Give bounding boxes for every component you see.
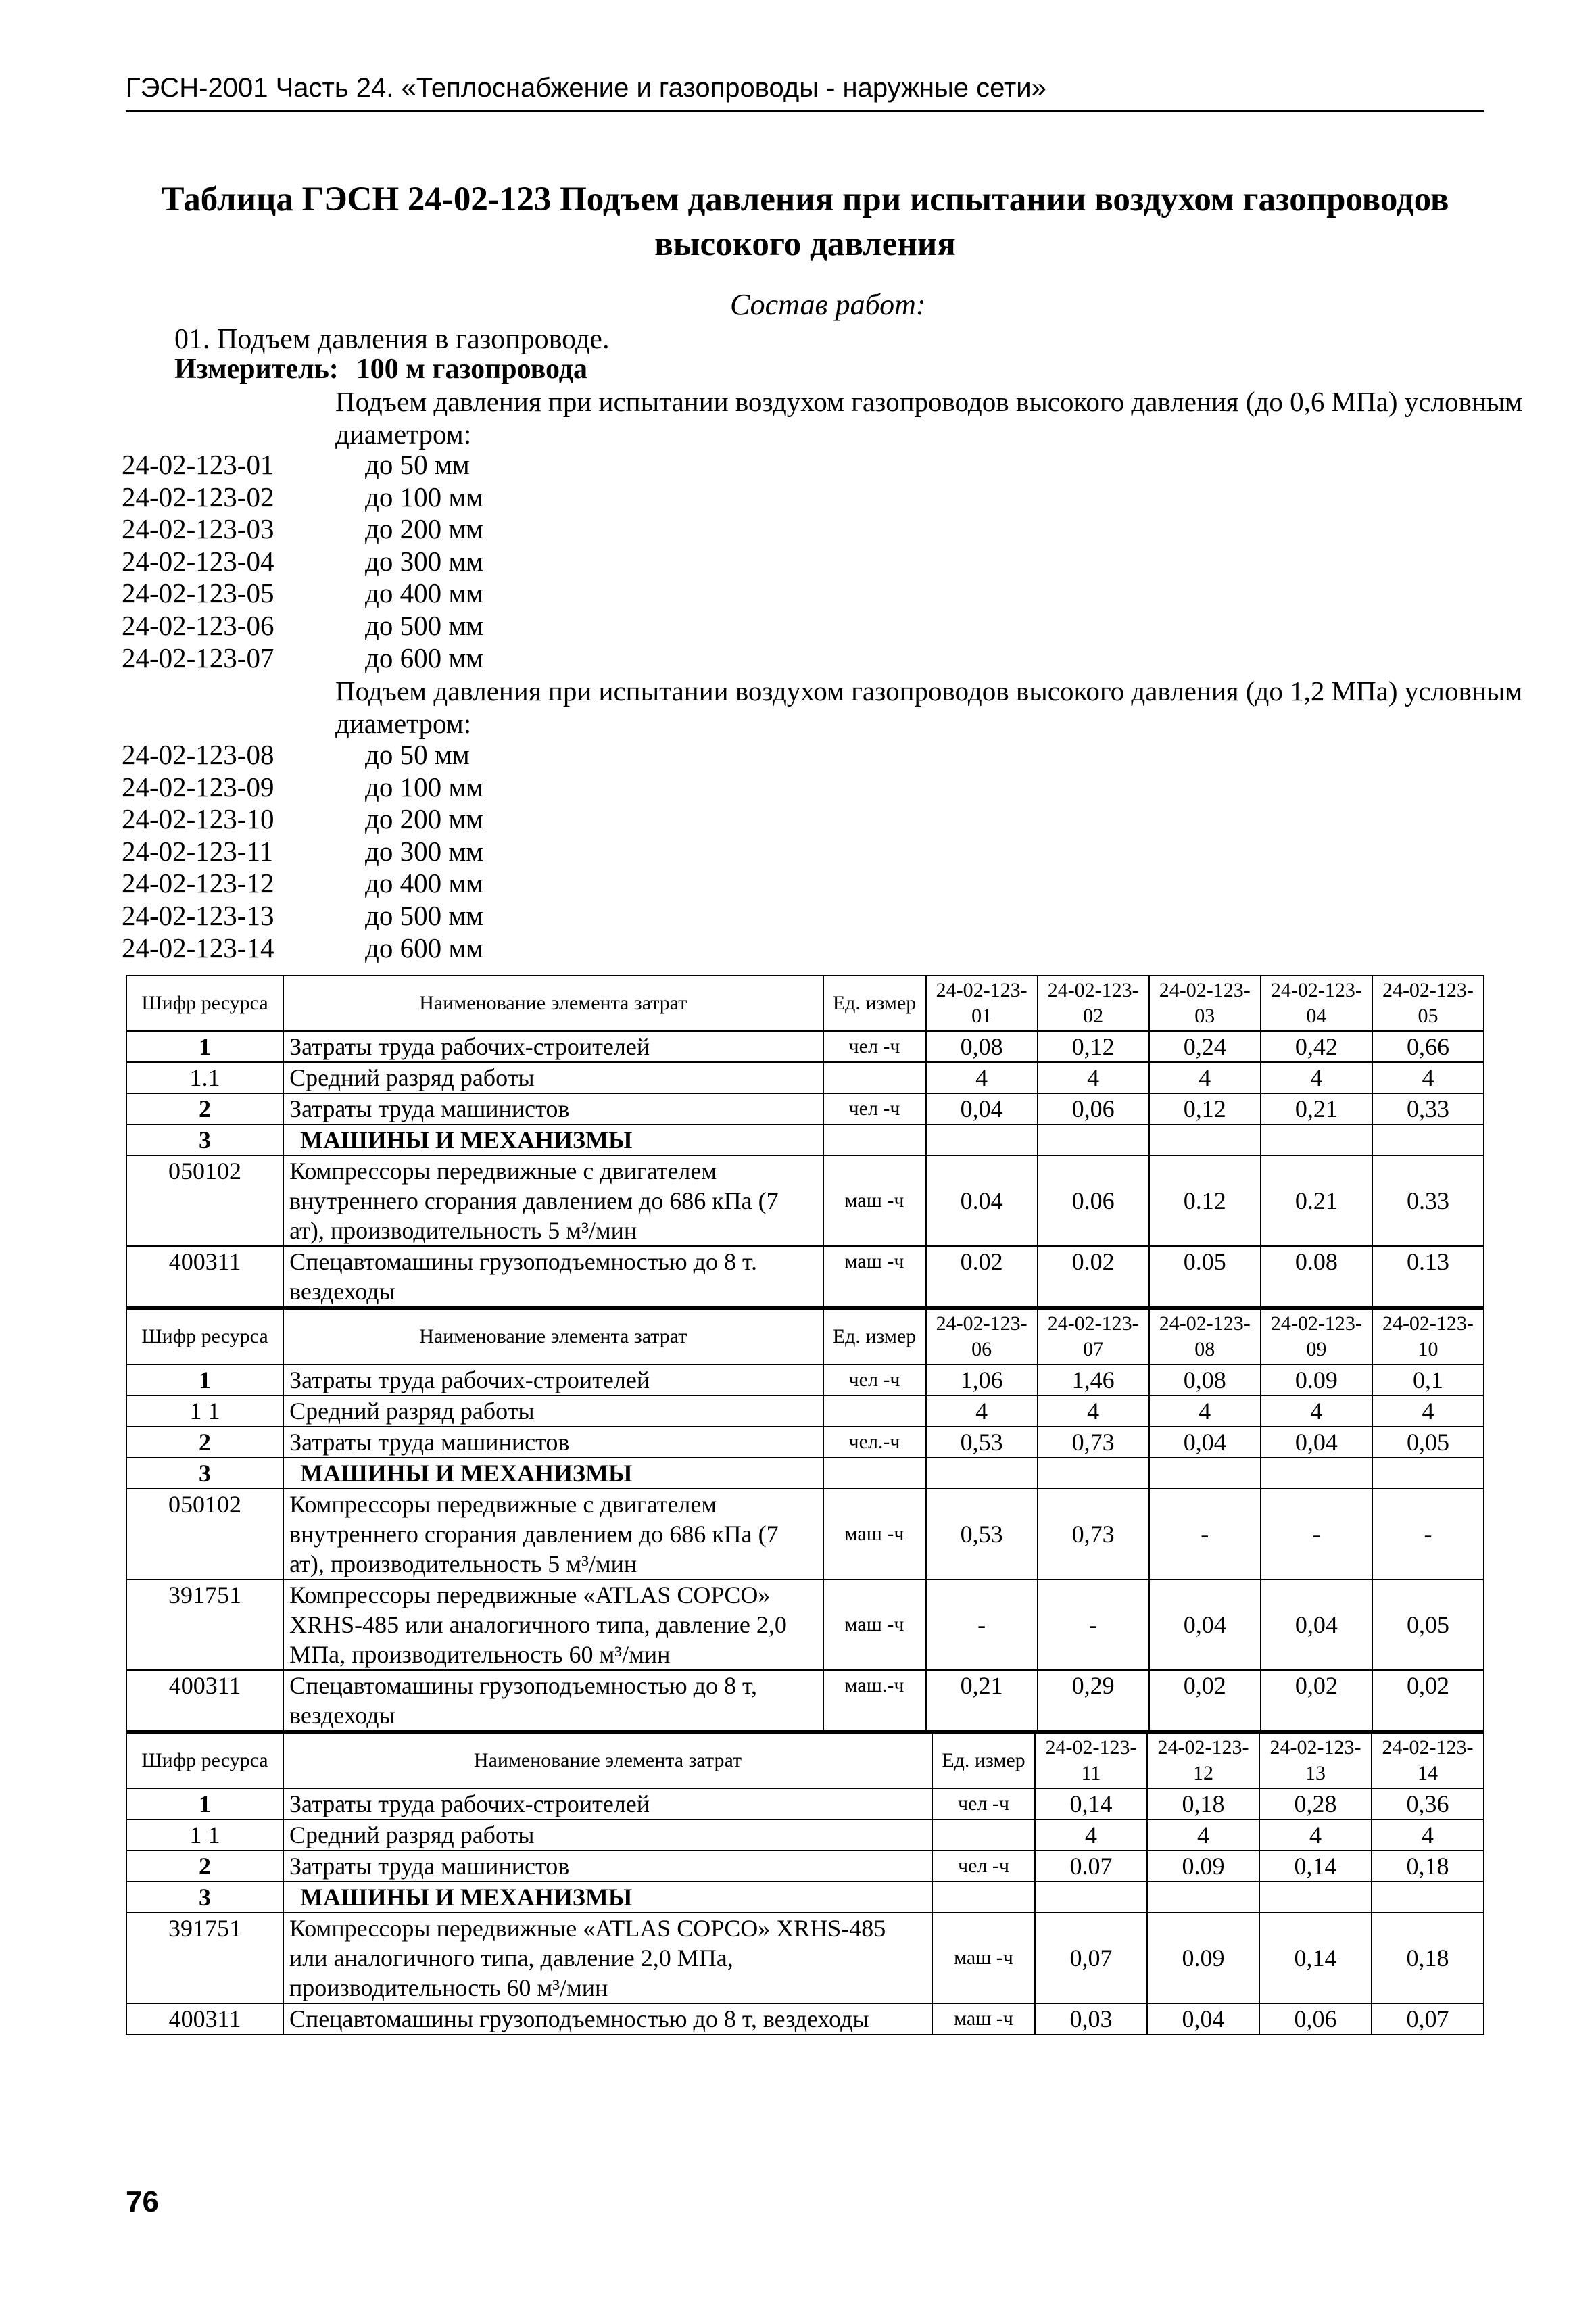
table-row (126, 1788, 1484, 1819)
row-value: 4 (1372, 1819, 1484, 1851)
page-number: 76 (126, 2185, 159, 2218)
row-unit: чел -ч (932, 1788, 1035, 1819)
row-unit: маш -ч (823, 1579, 926, 1670)
header-name: Наименование элемента затрат (283, 1309, 823, 1364)
row-value: 0,08 (926, 1031, 1038, 1062)
item-description: до 500 мм (365, 609, 484, 641)
row-name: МАШИНЫ И МЕХАНИЗМЫ (283, 1458, 823, 1489)
table-row (126, 1062, 1484, 1093)
row-value (1038, 1124, 1149, 1155)
row-value: 0.21 (1261, 1155, 1372, 1246)
row-code: 391751 (126, 1913, 283, 2003)
row-value: 4 (1261, 1395, 1372, 1427)
item-description: до 300 мм (365, 545, 484, 577)
item-description: до 600 мм (365, 932, 484, 963)
row-value: 0,28 (1259, 1788, 1372, 1819)
header-norm-code: 24-02-123-06 (926, 1309, 1038, 1364)
row-code: 1 (126, 1788, 283, 1819)
row-code: 2 (126, 1427, 283, 1458)
table-header-row (126, 1733, 1484, 1788)
row-value (1372, 1124, 1484, 1155)
item-code: 24-02-123-03 (122, 513, 274, 545)
table-header-row (126, 1309, 1484, 1364)
code-list-item (122, 932, 483, 965)
row-code: 1 1 (126, 1819, 283, 1851)
table-title: Таблица ГЭСН 24-02-123 Подъем давления при испытании воздухом газопроводов высокого давления (161, 181, 1449, 263)
meter-label: Измеритель: (174, 354, 339, 385)
group1-code-list (122, 449, 483, 674)
row-value: 0.09 (1147, 1851, 1259, 1882)
item-code: 24-02-123-02 (122, 481, 274, 512)
row-value: 0,18 (1372, 1851, 1484, 1882)
row-name: Средний разряд работы (283, 1395, 823, 1427)
row-value: 0,07 (1372, 2003, 1484, 2034)
row-name: Компрессоры передвижные с двигателем внутреннего сгорания давлением до 686 кПа (7 ат), производительность 5 м³/мин (283, 1155, 823, 1246)
row-value: 4 (926, 1395, 1038, 1427)
work-item: 01. Подъем давления в газопроводе. (174, 324, 610, 355)
code-list-item (122, 642, 483, 675)
header-norm-code: 24-02-123-05 (1372, 976, 1484, 1031)
table-row (126, 1093, 1484, 1124)
table-row (126, 1913, 1484, 2003)
row-value: 0,53 (926, 1489, 1038, 1579)
item-description: до 400 мм (365, 867, 484, 899)
row-value: 0,14 (1035, 1788, 1147, 1819)
row-code: 391751 (126, 1579, 283, 1670)
table-row (126, 1124, 1484, 1155)
row-value: 1,06 (926, 1364, 1038, 1395)
code-list-item (122, 577, 483, 610)
item-description: до 500 мм (365, 899, 484, 931)
row-code: 3 (126, 1458, 283, 1489)
row-value: - (1038, 1579, 1149, 1670)
header-norm-code: 24-02-123-13 (1259, 1733, 1372, 1788)
header-unit: Ед. измер (932, 1733, 1035, 1788)
header-unit: Ед. измер (823, 1309, 926, 1364)
row-unit (823, 1124, 926, 1155)
row-value: 0,14 (1259, 1913, 1372, 2003)
header-norm-code: 24-02-123-10 (1372, 1309, 1484, 1364)
row-value: 0,06 (1259, 2003, 1372, 2034)
row-value: 4 (1372, 1395, 1484, 1427)
row-value: 0.09 (1147, 1913, 1259, 2003)
header-code: Шифр ресурса (126, 1733, 283, 1788)
row-value: 0,14 (1259, 1851, 1372, 1882)
header-unit: Ед. измер (823, 976, 926, 1031)
item-code: 24-02-123-05 (122, 577, 274, 609)
row-code: 400311 (126, 2003, 283, 2034)
row-value: 0.12 (1149, 1155, 1261, 1246)
row-value: 0.02 (1038, 1246, 1149, 1307)
row-value: 0.09 (1261, 1364, 1372, 1395)
table-row (126, 2003, 1484, 2034)
row-value: 0.06 (1038, 1155, 1149, 1246)
code-list-item (122, 546, 483, 578)
item-code: 24-02-123-07 (122, 642, 274, 673)
row-value: 0,05 (1372, 1579, 1484, 1670)
code-list-item (122, 867, 483, 900)
code-list-item (122, 739, 483, 771)
row-value: - (926, 1579, 1038, 1670)
row-value: 4 (1149, 1395, 1261, 1427)
row-value (1261, 1124, 1372, 1155)
row-value: 4 (926, 1062, 1038, 1093)
row-value: 0,12 (1149, 1093, 1261, 1124)
running-header: ГЭСН-2001 Часть 24. «Теплоснабжение и газопроводы - наружные сети» (126, 73, 1484, 112)
row-value: 4 (1038, 1395, 1149, 1427)
item-code: 24-02-123-01 (122, 449, 274, 480)
item-code: 24-02-123-10 (122, 803, 274, 835)
table-row (126, 1031, 1484, 1062)
header-norm-code: 24-02-123-02 (1038, 976, 1149, 1031)
row-unit: маш -ч (823, 1155, 926, 1246)
row-value: - (1149, 1489, 1261, 1579)
row-value: 0,02 (1149, 1670, 1261, 1731)
row-code: 3 (126, 1124, 283, 1155)
row-code: 1 1 (126, 1395, 283, 1427)
row-unit: чел -ч (823, 1031, 926, 1062)
header-name: Наименование элемента затрат (283, 976, 823, 1031)
item-description: до 200 мм (365, 803, 484, 835)
item-code: 24-02-123-09 (122, 771, 274, 803)
row-value: 0,12 (1038, 1031, 1149, 1062)
row-code: 400311 (126, 1246, 283, 1307)
header-norm-code: 24-02-123-08 (1149, 1309, 1261, 1364)
row-value: 0,04 (926, 1093, 1038, 1124)
row-name: МАШИНЫ И МЕХАНИЗМЫ (283, 1124, 823, 1155)
item-code: 24-02-123-13 (122, 899, 274, 931)
row-value: 0,33 (1372, 1093, 1484, 1124)
header-code: Шифр ресурса (126, 1309, 283, 1364)
row-value: 0,1 (1372, 1364, 1484, 1395)
row-unit (932, 1882, 1035, 1913)
row-name: Затраты труда машинистов (283, 1093, 823, 1124)
table-row (126, 1427, 1484, 1458)
row-name: Спецавтомашины грузоподъемностью до 8 т, вездеходы (283, 1670, 823, 1731)
row-code: 3 (126, 1882, 283, 1913)
item-description: до 50 мм (365, 739, 470, 770)
row-value: 0,02 (1261, 1670, 1372, 1731)
composition-label: Состав работ: (730, 288, 926, 321)
row-code: 050102 (126, 1489, 283, 1579)
header-norm-code: 24-02-123-03 (1149, 976, 1261, 1031)
item-code: 24-02-123-14 (122, 932, 274, 963)
row-unit (932, 1819, 1035, 1851)
row-value (926, 1124, 1038, 1155)
row-value: 0,06 (1038, 1093, 1149, 1124)
row-value: 0.07 (1035, 1851, 1147, 1882)
row-value (1149, 1124, 1261, 1155)
row-unit: чел -ч (932, 1851, 1035, 1882)
meter-line (174, 353, 605, 385)
header-name: Наименование элемента затрат (283, 1733, 932, 1788)
row-value: 4 (1372, 1062, 1484, 1093)
table-row (126, 1882, 1484, 1913)
header-norm-code: 24-02-123-01 (926, 976, 1038, 1031)
item-description: до 100 мм (365, 481, 484, 512)
row-unit: маш.-ч (823, 1670, 926, 1731)
table-row (126, 1670, 1484, 1731)
row-unit: чел.-ч (823, 1427, 926, 1458)
row-value: 0,73 (1038, 1427, 1149, 1458)
row-value: 4 (1147, 1819, 1259, 1851)
row-unit (823, 1062, 926, 1093)
row-value: 4 (1038, 1062, 1149, 1093)
item-description: до 50 мм (365, 449, 470, 480)
row-value: 0.04 (926, 1155, 1038, 1246)
row-code: 2 (126, 1851, 283, 1882)
row-value (1147, 1882, 1259, 1913)
item-description: до 100 мм (365, 771, 484, 803)
code-list-item (122, 610, 483, 642)
row-unit: чел -ч (823, 1093, 926, 1124)
row-value: 0,18 (1147, 1788, 1259, 1819)
group1-intro: Подъем давления при испытании воздухом газопроводов высокого давления (до 0,6 МПа) условным диаметром: (335, 386, 1523, 450)
row-value: 0,66 (1372, 1031, 1484, 1062)
row-name: Затраты труда рабочих-строителей (283, 1364, 823, 1395)
row-value: 0,42 (1261, 1031, 1372, 1062)
code-list-item (122, 836, 483, 868)
row-value (1259, 1882, 1372, 1913)
row-value (1261, 1458, 1372, 1489)
header-norm-code: 24-02-123-09 (1261, 1309, 1372, 1364)
code-list-item (122, 481, 483, 514)
row-unit (823, 1395, 926, 1427)
row-value: 0,29 (1038, 1670, 1149, 1731)
row-value: 0,08 (1149, 1364, 1261, 1395)
code-list-item (122, 803, 483, 836)
table-row (126, 1819, 1484, 1851)
code-list-item (122, 449, 483, 481)
row-value: 0,53 (926, 1427, 1038, 1458)
item-description: до 400 мм (365, 577, 484, 609)
row-code: 050102 (126, 1155, 283, 1246)
table-row (126, 1579, 1484, 1670)
item-description: до 300 мм (365, 835, 484, 867)
row-value: 0,73 (1038, 1489, 1149, 1579)
code-list-item (122, 771, 483, 804)
row-value: 0,05 (1372, 1427, 1484, 1458)
table-row (126, 1246, 1484, 1307)
table-row (126, 1395, 1484, 1427)
row-name: Компрессоры передвижные с двигателем внутреннего сгорания давлением до 686 кПа (7 ат), производительность 5 м³/мин (283, 1489, 823, 1579)
row-value (1372, 1882, 1484, 1913)
row-value: 0.33 (1372, 1155, 1484, 1246)
row-value: 0,18 (1372, 1913, 1484, 2003)
row-unit (823, 1458, 926, 1489)
table-header-row (126, 976, 1484, 1031)
row-name: Затраты труда машинистов (283, 1851, 932, 1882)
header-norm-code: 24-02-123-07 (1038, 1309, 1149, 1364)
group2-code-list (122, 739, 483, 964)
table-row (126, 1364, 1484, 1395)
row-value: - (1372, 1489, 1484, 1579)
item-code: 24-02-123-11 (122, 835, 273, 867)
row-value: 0.05 (1149, 1246, 1261, 1307)
meter-value: 100 м газопровода (356, 354, 588, 385)
row-value (1372, 1458, 1484, 1489)
row-value: 0,04 (1261, 1579, 1372, 1670)
header-code: Шифр ресурса (126, 976, 283, 1031)
header-norm-code: 24-02-123-11 (1035, 1733, 1147, 1788)
row-value: 0.13 (1372, 1246, 1484, 1307)
row-name: Средний разряд работы (283, 1819, 932, 1851)
row-name: Компрессоры передвижные «ATLAS COPCO» XRHS-485 или аналогичного типа, давление 2,0 МПа, производительность 60 м³/мин (283, 1913, 932, 2003)
row-name: Средний разряд работы (283, 1062, 823, 1093)
row-value (1035, 1882, 1147, 1913)
row-value: 4 (1035, 1819, 1147, 1851)
row-value: 0.02 (926, 1246, 1038, 1307)
table-row (126, 1851, 1484, 1882)
item-code: 24-02-123-12 (122, 867, 274, 899)
row-code: 1 (126, 1031, 283, 1062)
row-value: 0,04 (1149, 1579, 1261, 1670)
row-code: 1.1 (126, 1062, 283, 1093)
row-name: Затраты труда рабочих-строителей (283, 1031, 823, 1062)
table-row (126, 1155, 1484, 1246)
row-code: 2 (126, 1093, 283, 1124)
row-value: 0,36 (1372, 1788, 1484, 1819)
row-value: - (1261, 1489, 1372, 1579)
header-norm-code: 24-02-123-14 (1372, 1733, 1484, 1788)
row-value: 0,04 (1149, 1427, 1261, 1458)
row-value: 1,46 (1038, 1364, 1149, 1395)
row-unit: чел -ч (823, 1364, 926, 1395)
row-value: 0,07 (1035, 1913, 1147, 2003)
resource-table-2 (126, 1308, 1484, 1732)
row-code: 1 (126, 1364, 283, 1395)
item-code: 24-02-123-04 (122, 545, 274, 577)
resource-table-1 (126, 975, 1484, 1308)
row-value: 0,04 (1261, 1427, 1372, 1458)
row-unit: маш -ч (932, 1913, 1035, 2003)
header-norm-code: 24-02-123-12 (1147, 1733, 1259, 1788)
row-value (1149, 1458, 1261, 1489)
row-value: 0.08 (1261, 1246, 1372, 1307)
row-name: Затраты труда машинистов (283, 1427, 823, 1458)
row-value: 0,21 (1261, 1093, 1372, 1124)
row-value (926, 1458, 1038, 1489)
row-value (1038, 1458, 1149, 1489)
row-name: Затраты труда рабочих-строителей (283, 1788, 932, 1819)
row-value: 4 (1149, 1062, 1261, 1093)
row-name: Спецавтомашины грузоподъемностью до 8 т. вездеходы (283, 1246, 823, 1307)
row-unit: маш -ч (823, 1489, 926, 1579)
row-value: 4 (1259, 1819, 1372, 1851)
row-value: 0,02 (1372, 1670, 1484, 1731)
row-value: 0,21 (926, 1670, 1038, 1731)
item-code: 24-02-123-08 (122, 739, 274, 770)
table-row (126, 1458, 1484, 1489)
row-code: 400311 (126, 1670, 283, 1731)
row-unit: маш -ч (932, 2003, 1035, 2034)
group2-intro: Подъем давления при испытании воздухом газопроводов высокого давления (до 1,2 МПа) условным диаметром: (335, 675, 1523, 739)
row-unit: маш -ч (823, 1246, 926, 1307)
code-list-item (122, 513, 483, 546)
row-value: 0,03 (1035, 2003, 1147, 2034)
header-norm-code: 24-02-123-04 (1261, 976, 1372, 1031)
row-value: 4 (1261, 1062, 1372, 1093)
row-value: 0,04 (1147, 2003, 1259, 2034)
resource-table-3 (126, 1732, 1484, 2035)
row-name: МАШИНЫ И МЕХАНИЗМЫ (283, 1882, 932, 1913)
row-name: Компрессоры передвижные «ATLAS COPCO» XRHS-485 или аналогичного типа, давление 2,0 МПа, производительность 60 м³/мин (283, 1579, 823, 1670)
table-row (126, 1489, 1484, 1579)
row-name: Спецавтомашины грузоподъемностью до 8 т, вездеходы (283, 2003, 932, 2034)
row-value: 0,24 (1149, 1031, 1261, 1062)
item-description: до 200 мм (365, 513, 484, 545)
item-description: до 600 мм (365, 642, 484, 673)
item-code: 24-02-123-06 (122, 609, 274, 641)
code-list-item (122, 900, 483, 932)
